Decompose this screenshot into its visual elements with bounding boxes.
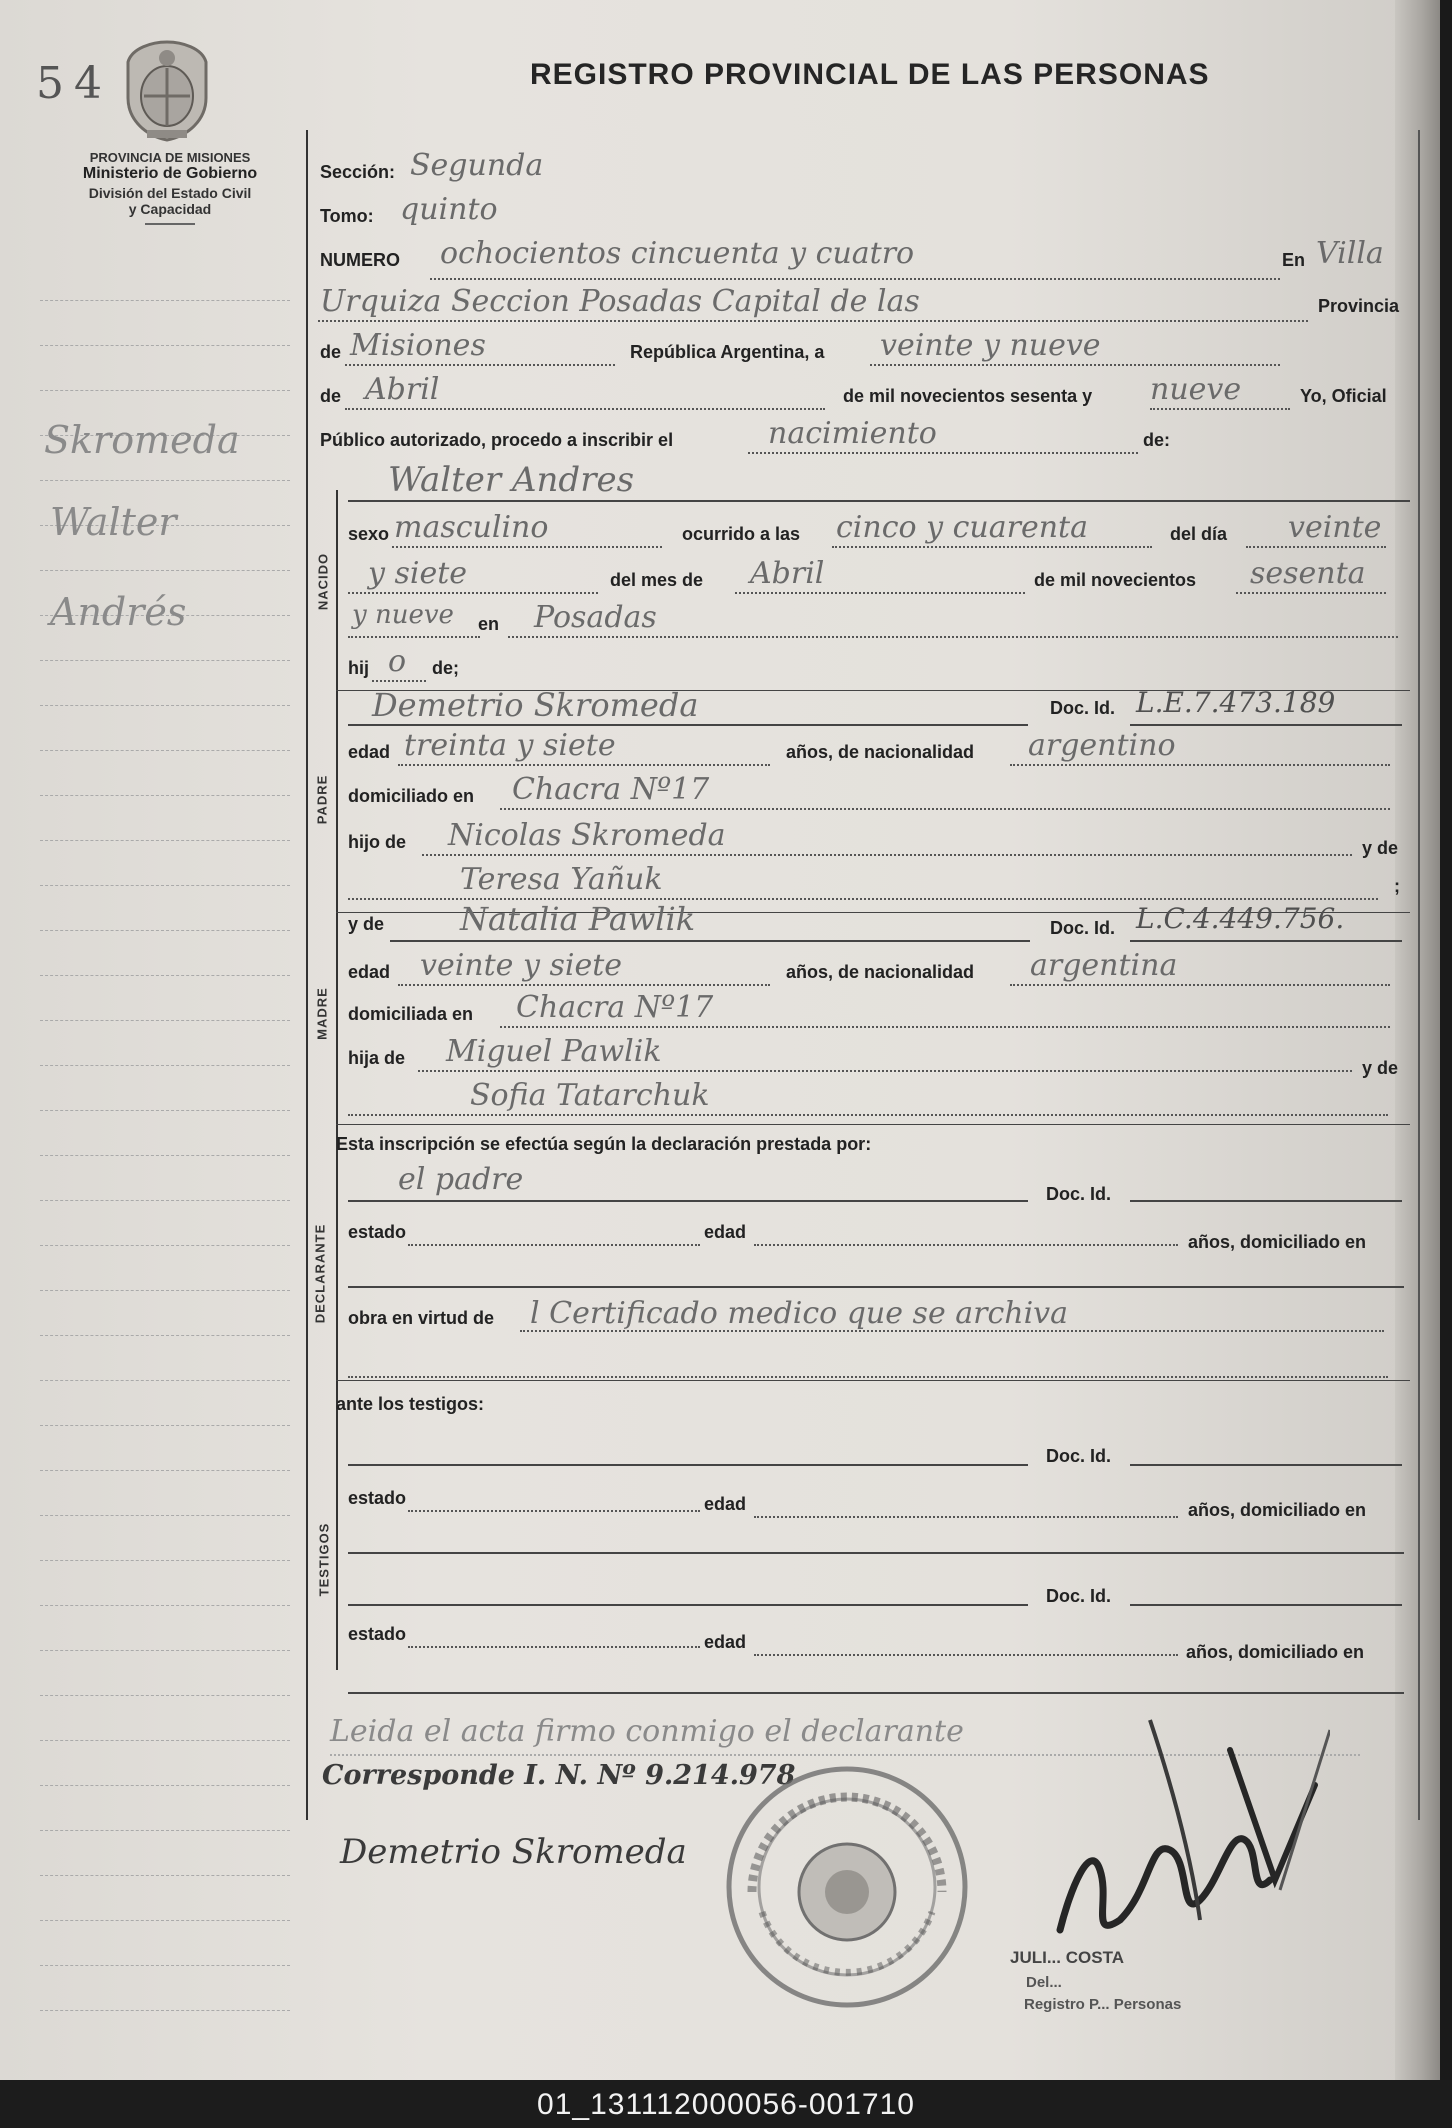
madre-name: Natalia Pawlik bbox=[460, 900, 696, 938]
form-left-rule bbox=[306, 130, 308, 1820]
coat-of-arms-icon bbox=[122, 38, 212, 143]
official-role: Del... bbox=[1026, 1974, 1062, 1991]
anio-value: sesenta bbox=[1250, 556, 1366, 591]
testigo2-estado-label: estado bbox=[348, 1624, 407, 1644]
madre-y-de-label-2: y de bbox=[1362, 1058, 1399, 1078]
register-page: 54 REGISTRO PROVINCIAL DE LAS PERSONAS PROVINCIA DE MISIONES Ministerio de Gobierno División del Estado Civil y Capacidad Skromeda Walter Andrés Sección: Segunda Tomo: quinto NUMERO ochocientos cincuenta y cuatro En Villa Urquiza Seccion Posadas Capital de las Provincia de Misiones República Argentina, a veinte y nueve de Abril de mil novecientos sesenta y nueve Yo, Oficial Público autorizado, procedo a inscribir el nacimiento de: NACIDO Walter Andres sexo masculino ocurrido a las cinco y cuarenta del día veinte y siete del mes de Abril de mil novecientos sesenta y nueve en Posadas hij o de; PADRE Demetrio Skromeda Doc. Id. L.E.7.473.189 edad treinta y siete años, de nacionalidad argentino domiciliado en Chacra Nº17 hijo de Nicolas Skromeda y de Teresa Yañuk ; MADRE y de Natalia Pawlik Doc. Id. L.C.4.449.756. edad veinte y siete años, de nacionalidad argentina domiciliada en Chacra Nº17 hija de Miguel Pawlik y de Sofia Tatarchuk Esta inscripción se efectúa según la declaración prestada por: DECLARANTE el padre Doc. Id. estado edad años, domiciliado en obra en virtud de l Certificado medico que se archiva ante los testigos: TESTIGOS Doc. Id. estado edad años, domiciliado en Doc. Id. estado edad años, domiciliado en Leida el acta firmo conmigo el declarante Corresponde I. N. Nº 9.214.978 Demetrio Skromeda JULI... COSTA Del... Registro P... Personas bbox=[0, 0, 1440, 2080]
declarante-doc-label: Doc. Id. bbox=[1046, 1184, 1112, 1204]
hij-value: o bbox=[388, 644, 407, 679]
hora-value: cinco y cuarenta bbox=[836, 510, 1088, 545]
closing-corresponde: Corresponde I. N. Nº 9.214.978 bbox=[322, 1760, 796, 1791]
tomo-label: Tomo: bbox=[320, 206, 374, 226]
declarante-name: el padre bbox=[398, 1162, 524, 1197]
declarante-intro: Esta inscripción se efectúa según la declaración prestada por: bbox=[336, 1134, 872, 1154]
nacido-mil-label: de mil novecientos bbox=[1034, 570, 1197, 590]
anio-value-2: y nueve bbox=[352, 600, 454, 630]
madre-edad-value: veinte y siete bbox=[420, 948, 623, 983]
issuer-ministry: Ministerio de Gobierno bbox=[82, 165, 258, 182]
testigo1-doc-label: Doc. Id. bbox=[1046, 1446, 1112, 1466]
padre-doc-value: L.E.7.473.189 bbox=[1136, 686, 1336, 719]
madre-domicilio-label: domiciliada en bbox=[348, 1004, 474, 1024]
padre-edad-value: treinta y siete bbox=[404, 728, 616, 763]
madre-y-de-label: y de bbox=[348, 914, 385, 934]
padre-y-de-label: y de bbox=[1362, 838, 1399, 858]
place-value: Urquiza Seccion Posadas Capital de las bbox=[320, 284, 920, 319]
lugar-value: Posadas bbox=[534, 600, 657, 635]
section-madre: MADRE bbox=[314, 987, 330, 1040]
seccion-value: Segunda bbox=[410, 148, 544, 183]
province-value: Misiones bbox=[350, 328, 486, 363]
tomo-value: quinto bbox=[400, 192, 498, 227]
testigo2-edad-label: edad bbox=[704, 1632, 747, 1652]
year-value: nueve bbox=[1150, 372, 1242, 407]
padre-name: Demetrio Skromeda bbox=[372, 686, 699, 724]
footer-file-id: 01_131112000056-001710 bbox=[537, 2088, 915, 2121]
en-value: Villa bbox=[1316, 236, 1384, 271]
del-mes-label: del mes de bbox=[610, 570, 704, 590]
padre-padre-value: Nicolas Skromeda bbox=[448, 818, 726, 853]
de-label: de bbox=[320, 342, 342, 362]
republica-label: República Argentina, a bbox=[630, 342, 825, 362]
page-title: REGISTRO PROVINCIAL DE LAS PERSONAS bbox=[530, 58, 1210, 91]
madre-nacionalidad-value: argentina bbox=[1030, 948, 1178, 983]
padre-nacionalidad-value: argentino bbox=[1028, 728, 1176, 763]
yo-label: Yo, Oficial bbox=[1300, 386, 1387, 406]
hij-label: hij bbox=[348, 658, 369, 678]
section-declarante: DECLARANTE bbox=[312, 1223, 328, 1324]
footer-bar bbox=[0, 2080, 1452, 2128]
padre-doc-label: Doc. Id. bbox=[1050, 698, 1116, 718]
mes-value: Abril bbox=[750, 556, 825, 591]
declarante-anios-label: años, domiciliado en bbox=[1188, 1232, 1367, 1252]
en-label: En bbox=[1282, 250, 1306, 270]
margin-name-1: Walter bbox=[50, 500, 177, 544]
issuer-division-2: y Capacidad bbox=[128, 201, 212, 217]
numero-value: ochocientos cincuenta y cuatro bbox=[440, 236, 915, 271]
ocurrido-label: ocurrido a las bbox=[682, 524, 801, 544]
mil-label: de mil novecientos sesenta y bbox=[843, 386, 1093, 406]
numero-label: NUMERO bbox=[320, 250, 400, 270]
madre-hija-label: hija de bbox=[348, 1048, 406, 1068]
testigos-intro: ante los testigos: bbox=[336, 1394, 485, 1414]
day-value: veinte y nueve bbox=[880, 328, 1101, 363]
madre-anios-label: años, de nacionalidad bbox=[786, 962, 975, 982]
padre-hijo-label: hijo de bbox=[348, 832, 406, 852]
madre-doc-label: Doc. Id. bbox=[1050, 918, 1116, 938]
margin-name-2: Andrés bbox=[50, 590, 187, 634]
issuer-province: PROVINCIA DE MISIONES bbox=[89, 150, 251, 165]
testigo2-doc-label: Doc. Id. bbox=[1046, 1586, 1112, 1606]
testigo1-anios-label: años, domiciliado en bbox=[1188, 1500, 1367, 1520]
event-value: nacimiento bbox=[768, 416, 937, 451]
page-number: 54 bbox=[36, 58, 112, 109]
section-nacido: NACIDO bbox=[315, 552, 331, 611]
official-registry: Registro P... Personas bbox=[1024, 1996, 1182, 2013]
nacido-name: Walter Andres bbox=[388, 460, 635, 500]
closing-leida: Leida el acta firmo conmigo el declarante bbox=[330, 1714, 964, 1749]
sexo-label: sexo bbox=[348, 524, 390, 544]
madre-domicilio-value: Chacra Nº17 bbox=[516, 990, 714, 1025]
padre-anios-label: años, de nacionalidad bbox=[786, 742, 975, 762]
declarante-obra-value: l Certificado medico que se archiva bbox=[530, 1296, 1069, 1331]
declarante-signature: Demetrio Skromeda bbox=[340, 1832, 687, 1872]
issuer-block bbox=[40, 150, 300, 225]
dia-value: veinte bbox=[1288, 510, 1382, 545]
section-testigos: TESTIGOS bbox=[316, 1522, 332, 1597]
padre-domicilio-label: domiciliado en bbox=[348, 786, 475, 806]
padre-domicilio-value: Chacra Nº17 bbox=[512, 772, 710, 807]
issuer-division: División del Estado Civil bbox=[88, 185, 252, 201]
madre-madre-value: Sofia Tatarchuk bbox=[470, 1078, 710, 1113]
de-label-2: de bbox=[320, 386, 342, 406]
del-dia-label: del día bbox=[1170, 524, 1228, 544]
nacido-en-label: en bbox=[478, 614, 500, 634]
official-name: JULI... COSTA bbox=[1010, 1948, 1124, 1967]
margin-surname: Skromeda bbox=[44, 418, 240, 462]
dia-value-2: y siete bbox=[368, 556, 468, 591]
sexo-value: masculino bbox=[394, 510, 549, 545]
madre-padre-value: Miguel Pawlik bbox=[446, 1034, 662, 1069]
declarante-estado-label: estado bbox=[348, 1222, 407, 1242]
section-rule bbox=[336, 490, 338, 1670]
padre-edad-label: edad bbox=[348, 742, 391, 762]
de-colon-label: de: bbox=[1143, 430, 1170, 450]
hij-de-label: de; bbox=[432, 658, 459, 678]
testigo2-anios-label: años, domiciliado en bbox=[1186, 1642, 1365, 1662]
madre-edad-label: edad bbox=[348, 962, 391, 982]
section-padre: PADRE bbox=[314, 774, 330, 825]
declarante-obra-label: obra en virtud de bbox=[348, 1308, 495, 1328]
madre-doc-value: L.C.4.449.756. bbox=[1136, 902, 1345, 935]
publico-label: Público autorizado, procedo a inscribir el bbox=[320, 430, 674, 450]
testigo1-edad-label: edad bbox=[704, 1494, 747, 1514]
month-value: Abril bbox=[365, 372, 440, 407]
provincia-label: Provincia bbox=[1318, 296, 1400, 316]
testigo1-estado-label: estado bbox=[348, 1488, 407, 1508]
seccion-label: Sección: bbox=[320, 162, 396, 182]
official-signature-icon bbox=[1030, 1690, 1330, 1970]
official-seal-icon bbox=[712, 1752, 982, 2022]
declarante-edad-label: edad bbox=[704, 1222, 747, 1242]
padre-madre-value: Teresa Yañuk bbox=[460, 862, 663, 897]
